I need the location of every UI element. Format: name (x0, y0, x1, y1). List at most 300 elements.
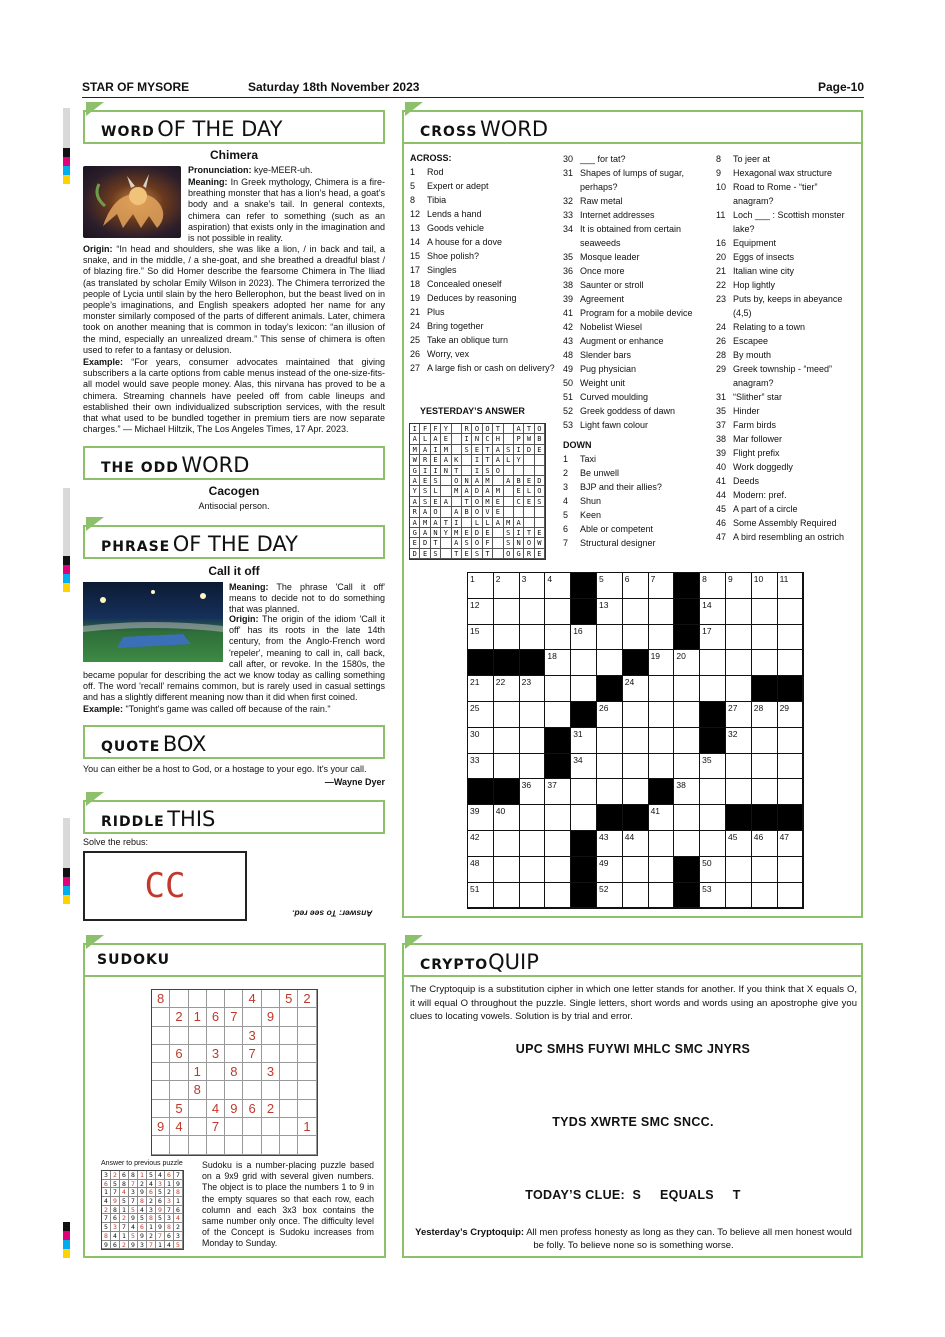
crossword-cell[interactable] (778, 650, 804, 676)
crossword-cell[interactable] (623, 625, 649, 651)
crossword-cell[interactable] (545, 573, 571, 599)
crossword-cell[interactable] (545, 883, 571, 909)
sudoku-cell[interactable]: 9 (152, 1118, 170, 1136)
sudoku-cell[interactable] (152, 1008, 170, 1026)
crossword-cell[interactable] (726, 676, 752, 702)
crossword-cell[interactable] (649, 676, 675, 702)
clue-item (563, 152, 711, 166)
yesterday-cell: M (504, 518, 514, 528)
crossword-cell[interactable] (752, 857, 778, 883)
sudoku-answer-cell: 2 (120, 1241, 129, 1250)
yesterday-cell (535, 466, 545, 476)
crossword-cell[interactable] (674, 754, 700, 780)
sudoku-cell[interactable] (225, 1136, 243, 1154)
clue-text: Work doggedly (733, 462, 793, 472)
sudoku-cell[interactable] (225, 1118, 243, 1136)
crossword-cell[interactable] (623, 573, 649, 599)
crossword-cell[interactable] (726, 650, 752, 676)
yesterday-cell (452, 434, 462, 444)
crossword-cell[interactable] (700, 650, 726, 676)
sudoku-cell[interactable]: 5 (170, 1100, 188, 1118)
crossword-cell[interactable] (752, 779, 778, 805)
cryptoquip-clue: TODAY’S CLUE: S EQUALS T (525, 1188, 741, 1202)
crossword-cell[interactable] (545, 676, 571, 702)
crossword-cell[interactable] (778, 625, 804, 651)
sudoku-cell[interactable] (243, 1081, 261, 1099)
crossword-cell[interactable] (623, 754, 649, 780)
meaning-label: Meaning: (229, 582, 269, 592)
crossword-cell[interactable] (778, 857, 804, 883)
sudoku-cell[interactable] (298, 1081, 316, 1099)
crossword-cell[interactable] (520, 599, 546, 625)
crossword-cell[interactable] (520, 676, 546, 702)
crossword-grid[interactable] (467, 572, 804, 909)
crossword-cell[interactable] (752, 573, 778, 599)
sudoku-cell[interactable]: 7 (207, 1118, 225, 1136)
crossword-cell[interactable] (726, 702, 752, 728)
clue-item (716, 208, 858, 236)
crossword-cell[interactable] (520, 754, 546, 780)
crossword-cell[interactable] (700, 857, 726, 883)
sudoku-cell[interactable] (280, 1027, 298, 1045)
crossword-cell[interactable] (494, 831, 520, 857)
crossword-cell[interactable] (649, 728, 675, 754)
crossword-cell[interactable] (545, 650, 571, 676)
sudoku-cell[interactable] (262, 990, 280, 1008)
sudoku-answer-cell: 2 (165, 1188, 174, 1197)
crossword-cell[interactable] (520, 779, 546, 805)
crossword-cell[interactable] (623, 831, 649, 857)
crossword-cell[interactable] (726, 625, 752, 651)
cell-number: 39 (470, 806, 480, 817)
crossword-cell[interactable] (597, 625, 623, 651)
crossword-cell[interactable] (726, 883, 752, 909)
yesterday-cell: R (420, 455, 430, 465)
cell-number: 5 (598, 574, 604, 584)
sudoku-cell[interactable] (152, 1100, 170, 1118)
sudoku-cell[interactable]: 1 (189, 1008, 207, 1026)
sudoku-cell[interactable] (243, 1063, 261, 1081)
yesterday-cell: L (483, 518, 493, 528)
crossword-black-cell (700, 702, 726, 728)
crossword-cell[interactable] (494, 599, 520, 625)
clue-item (563, 536, 711, 550)
sudoku-cell[interactable] (152, 1045, 170, 1063)
cell-number: 22 (495, 677, 506, 688)
crossword-cell[interactable] (468, 676, 494, 702)
crossword-cell[interactable] (597, 883, 623, 909)
clue-item (716, 180, 858, 208)
sudoku-cell[interactable] (262, 1045, 280, 1063)
yesterday-cell: O (452, 476, 462, 486)
sudoku-cell[interactable] (207, 990, 225, 1008)
crossword-cell[interactable] (468, 728, 494, 754)
sudoku-cell[interactable] (189, 1027, 207, 1045)
sudoku-cell[interactable]: 7 (243, 1045, 261, 1063)
sudoku-cell[interactable] (225, 1045, 243, 1063)
sudoku-cell[interactable] (262, 1136, 280, 1154)
sudoku-header (83, 943, 386, 977)
crossword-cell[interactable] (468, 805, 494, 831)
crossword-cell[interactable] (674, 650, 700, 676)
crossword-cell[interactable] (726, 857, 752, 883)
sudoku-cell[interactable] (243, 1008, 261, 1026)
yesterday-cell: M (452, 528, 462, 538)
crossword-cell[interactable] (468, 754, 494, 780)
sudoku-cell[interactable]: 1 (189, 1063, 207, 1081)
crossword-cell[interactable] (649, 883, 675, 909)
cell-number: 53 (702, 883, 712, 894)
crossword-cell[interactable] (700, 883, 726, 909)
crossword-cell[interactable] (494, 702, 520, 728)
crossword-cell[interactable] (468, 883, 494, 909)
clue-number: 5 (410, 181, 416, 191)
crossword-cell[interactable] (571, 805, 597, 831)
crossword-cell[interactable] (778, 779, 804, 805)
sudoku-cell[interactable] (280, 1136, 298, 1154)
crossword-cell[interactable] (545, 857, 571, 883)
clue-number: 41 (716, 476, 727, 486)
sudoku-cell[interactable] (152, 1063, 170, 1081)
crossword-cell[interactable] (571, 728, 597, 754)
sudoku-cell[interactable] (189, 1045, 207, 1063)
sudoku-answer-cell: 4 (174, 1214, 183, 1223)
crossword-cell[interactable] (623, 779, 649, 805)
sudoku-answer-cell: 5 (129, 1206, 138, 1215)
sudoku-cell[interactable] (298, 1100, 316, 1118)
cell-number: 34 (573, 754, 583, 765)
sudoku-cell[interactable] (207, 1063, 225, 1081)
crossword-cell[interactable] (726, 728, 752, 754)
crossword-cell[interactable] (597, 702, 623, 728)
crossword-cell[interactable] (494, 754, 520, 780)
sudoku-cell[interactable] (170, 990, 188, 1008)
yesterday-cell: R (462, 424, 472, 434)
clue-text: A large fish or cash on delivery? (427, 363, 555, 373)
clue-number: 11 (716, 210, 726, 220)
clue-number: 28 (716, 350, 727, 360)
crossword-cell[interactable] (623, 702, 649, 728)
sudoku-cell[interactable]: 8 (152, 990, 170, 1008)
crossword-cell[interactable] (623, 883, 649, 909)
crossword-cell[interactable] (545, 702, 571, 728)
yesterday-cell: A (514, 424, 524, 434)
sudoku-cell[interactable] (152, 1027, 170, 1045)
sudoku-cell[interactable]: 2 (262, 1100, 280, 1118)
crossword-cell[interactable] (623, 676, 649, 702)
sudoku-cell[interactable] (280, 1118, 298, 1136)
sudoku-answer-cell: 9 (111, 1197, 120, 1206)
sudoku-cell[interactable] (189, 1118, 207, 1136)
crossword-cell[interactable] (700, 779, 726, 805)
sudoku-cell[interactable] (225, 990, 243, 1008)
crossword-cell[interactable] (545, 779, 571, 805)
sudoku-cell[interactable]: 3 (243, 1027, 261, 1045)
crossword-cell[interactable] (674, 779, 700, 805)
yesterday-cell: E (493, 507, 503, 517)
sudoku-cell[interactable] (207, 1081, 225, 1099)
sudoku-cell[interactable] (298, 1063, 316, 1081)
crossword-cell[interactable] (545, 831, 571, 857)
sudoku-cell[interactable]: 2 (170, 1008, 188, 1026)
crossword-cell[interactable] (468, 573, 494, 599)
clue-number: 20 (716, 252, 727, 262)
crossword-cell[interactable] (700, 599, 726, 625)
clue-text: Concealed oneself (427, 279, 502, 289)
crossword-cell[interactable] (468, 857, 494, 883)
sudoku-cell[interactable]: 2 (298, 990, 316, 1008)
sudoku-cell[interactable] (207, 1136, 225, 1154)
crossword-cell[interactable] (468, 599, 494, 625)
sudoku-cell[interactable]: 6 (243, 1100, 261, 1118)
crossword-cell[interactable] (649, 650, 675, 676)
cell-number: 38 (676, 780, 686, 791)
crossword-cell[interactable] (752, 599, 778, 625)
clue-item (410, 165, 560, 179)
crossword-cell[interactable] (520, 805, 546, 831)
crossword-cell[interactable] (726, 599, 752, 625)
sudoku-answer-cell: 5 (111, 1180, 120, 1189)
crossword-cell[interactable] (700, 831, 726, 857)
sudoku-cell[interactable] (243, 1118, 261, 1136)
corner-flag-icon (86, 102, 104, 116)
sudoku-cell[interactable]: 8 (225, 1063, 243, 1081)
crossword-cell[interactable] (726, 779, 752, 805)
crossword-cell[interactable] (752, 702, 778, 728)
origin-text: The origin of the idiom 'Call it off' has its roots in the late 14th century, from the Anglo-French word 'repeler', meaning to call in, call back, call after, or revoke. In the 1580s, the (229, 614, 385, 669)
sudoku-cell[interactable]: 5 (280, 990, 298, 1008)
crossword-cell[interactable] (674, 831, 700, 857)
sudoku-cell[interactable] (298, 1136, 316, 1154)
page-header (82, 80, 864, 98)
crossword-cell[interactable] (597, 754, 623, 780)
yesterday-cell: I (514, 445, 524, 455)
sudoku-cell[interactable]: 3 (262, 1063, 280, 1081)
sudoku-cell[interactable]: 4 (207, 1100, 225, 1118)
sudoku-cell[interactable] (262, 1081, 280, 1099)
crossword-cell[interactable] (649, 857, 675, 883)
sudoku-cell[interactable] (225, 1027, 243, 1045)
crossword-cell[interactable] (726, 831, 752, 857)
crossword-cell[interactable] (778, 702, 804, 728)
crossword-cell[interactable] (649, 702, 675, 728)
sudoku-cell[interactable] (280, 1045, 298, 1063)
crossword-cell[interactable] (468, 702, 494, 728)
crossword-cell[interactable] (752, 831, 778, 857)
yesterday-cell (462, 518, 472, 528)
crossword-cell[interactable] (494, 625, 520, 651)
clue-item (716, 418, 858, 432)
clue-item (716, 320, 858, 334)
sudoku-cell[interactable] (243, 1136, 261, 1154)
sudoku-cell[interactable] (225, 1081, 243, 1099)
sudoku-cell[interactable] (170, 1081, 188, 1099)
yesterday-cell: I (452, 518, 462, 528)
sudoku-cell[interactable]: 9 (225, 1100, 243, 1118)
clue-item (410, 305, 560, 319)
sudoku-cell[interactable]: 7 (225, 1008, 243, 1026)
sudoku-cell[interactable]: 9 (262, 1008, 280, 1026)
crossword-cell[interactable] (674, 805, 700, 831)
sudoku-cell[interactable] (189, 1100, 207, 1118)
crossword-cell[interactable] (571, 754, 597, 780)
registration-mark (63, 556, 70, 592)
sudoku-answer-cell: 4 (156, 1171, 165, 1180)
yesterday-cell: C (514, 497, 524, 507)
sudoku-cell[interactable] (262, 1027, 280, 1045)
crossword-cell[interactable] (545, 805, 571, 831)
crossword-cell[interactable] (520, 625, 546, 651)
crossword-cell[interactable] (778, 754, 804, 780)
sudoku-answer-cell: 3 (102, 1171, 111, 1180)
crossword-cell[interactable] (700, 805, 726, 831)
sudoku-cell[interactable] (189, 990, 207, 1008)
clue-number: 14 (410, 237, 421, 247)
sudoku-cell[interactable] (298, 1008, 316, 1026)
yesterday-cell: Y (514, 455, 524, 465)
section-title: BOX (162, 732, 207, 756)
crossword-cell[interactable] (623, 599, 649, 625)
crossword-cell[interactable] (752, 625, 778, 651)
word-of-day-meaning (188, 177, 385, 244)
crossword-cell[interactable] (649, 573, 675, 599)
crossword-cell[interactable] (778, 573, 804, 599)
crossword-cell[interactable] (674, 728, 700, 754)
crossword-cell[interactable] (520, 883, 546, 909)
crossword-cell[interactable] (778, 728, 804, 754)
crossword-cell[interactable] (494, 728, 520, 754)
crossword-cell[interactable] (778, 883, 804, 909)
crossword-cell[interactable] (623, 857, 649, 883)
crossword-cell[interactable] (700, 573, 726, 599)
crossword-cell[interactable] (726, 573, 752, 599)
cell-number: 17 (702, 625, 712, 636)
crossword-cell[interactable] (571, 625, 597, 651)
yesterday-cell: S (504, 538, 514, 548)
crossword-cell[interactable] (726, 754, 752, 780)
yesterday-cell: Y (410, 486, 420, 496)
crossword-cell[interactable] (597, 650, 623, 676)
clue-number: 6 (563, 524, 569, 534)
crossword-cell[interactable] (468, 625, 494, 651)
sudoku-cell[interactable] (280, 1081, 298, 1099)
sudoku-cell[interactable] (207, 1027, 225, 1045)
crossword-cell[interactable] (571, 650, 597, 676)
sudoku-cell[interactable] (170, 1136, 188, 1154)
sudoku-cell[interactable]: 3 (207, 1045, 225, 1063)
sudoku-cell[interactable]: 8 (189, 1081, 207, 1099)
crossword-cell[interactable] (520, 702, 546, 728)
crossword-cell[interactable] (520, 857, 546, 883)
crossword-cell[interactable] (571, 779, 597, 805)
sudoku-cell[interactable] (298, 1045, 316, 1063)
sudoku-cell[interactable] (262, 1118, 280, 1136)
sudoku-cell[interactable] (189, 1136, 207, 1154)
crossword-cell[interactable] (545, 625, 571, 651)
clue-number: 19 (410, 293, 421, 303)
crossword-cell[interactable] (674, 702, 700, 728)
crossword-cell[interactable] (752, 650, 778, 676)
crossword-cell[interactable] (468, 831, 494, 857)
sudoku-cell[interactable] (170, 1027, 188, 1045)
crossword-cell[interactable] (545, 599, 571, 625)
quote-author: —Wayne Dyer (324, 777, 385, 787)
clue-text: Flight prefix (733, 448, 780, 458)
crossword-cell[interactable] (700, 676, 726, 702)
sudoku-cell[interactable]: 6 (207, 1008, 225, 1026)
clue-text: Pug physician (580, 364, 637, 374)
sudoku-cell[interactable]: 6 (170, 1045, 188, 1063)
crossword-cell[interactable] (778, 599, 804, 625)
crossword-cell[interactable] (649, 599, 675, 625)
crossword-cell[interactable] (597, 857, 623, 883)
clue-text: Be unwell (580, 468, 620, 478)
yesterday-cell: I (431, 466, 441, 476)
crossword-cell[interactable] (597, 779, 623, 805)
sudoku-cell[interactable] (280, 1063, 298, 1081)
clue-number: 9 (716, 168, 722, 178)
crossword-cell[interactable] (649, 754, 675, 780)
crossword-cell[interactable] (752, 754, 778, 780)
crossword-black-cell (674, 599, 700, 625)
sudoku-cell[interactable]: 1 (298, 1118, 316, 1136)
crossword-cell[interactable] (649, 625, 675, 651)
sudoku-cell[interactable] (280, 1008, 298, 1026)
crossword-cell[interactable] (700, 754, 726, 780)
crossword-cell[interactable] (520, 728, 546, 754)
crossword-cell[interactable] (597, 831, 623, 857)
sudoku-answer-cell: 8 (129, 1171, 138, 1180)
sudoku-answer-cell: 5 (138, 1214, 147, 1223)
sudoku-grid[interactable] (151, 989, 318, 1156)
crossword-cell[interactable] (571, 676, 597, 702)
crossword-black-cell (752, 676, 778, 702)
sudoku-cell[interactable]: 4 (170, 1118, 188, 1136)
sudoku-cell[interactable] (298, 1027, 316, 1045)
clue-number: 45 (716, 504, 727, 514)
crossword-cell[interactable] (778, 831, 804, 857)
crossword-cell[interactable] (494, 857, 520, 883)
crossword-cell[interactable] (649, 831, 675, 857)
crossword-cell[interactable] (494, 805, 520, 831)
crossword-cell[interactable] (494, 676, 520, 702)
sudoku-cell[interactable] (170, 1063, 188, 1081)
crossword-cell[interactable] (494, 573, 520, 599)
sudoku-cell[interactable]: 4 (243, 990, 261, 1008)
crossword-cell[interactable] (623, 728, 649, 754)
crossword-black-cell (752, 805, 778, 831)
crossword-cell[interactable] (597, 728, 623, 754)
crossword-cell[interactable] (674, 676, 700, 702)
sudoku-answer-cell: 7 (120, 1223, 129, 1232)
crossword-cell[interactable] (649, 805, 675, 831)
sudoku-cell[interactable] (152, 1081, 170, 1099)
corner-flag-icon (86, 935, 104, 949)
crossword-cell[interactable] (700, 625, 726, 651)
crossword-cell[interactable] (520, 831, 546, 857)
sudoku-cell[interactable] (280, 1100, 298, 1118)
crossword-cell[interactable] (597, 599, 623, 625)
crossword-cell[interactable] (520, 573, 546, 599)
crossword-cell[interactable] (597, 573, 623, 599)
crossword-cell[interactable] (752, 883, 778, 909)
sudoku-cell[interactable] (152, 1136, 170, 1154)
crossword-cell[interactable] (752, 728, 778, 754)
clue-text: To jeer at (733, 154, 771, 164)
crossword-cell[interactable] (494, 883, 520, 909)
yesterday-cell: E (514, 486, 524, 496)
registration-mark (63, 1222, 70, 1258)
